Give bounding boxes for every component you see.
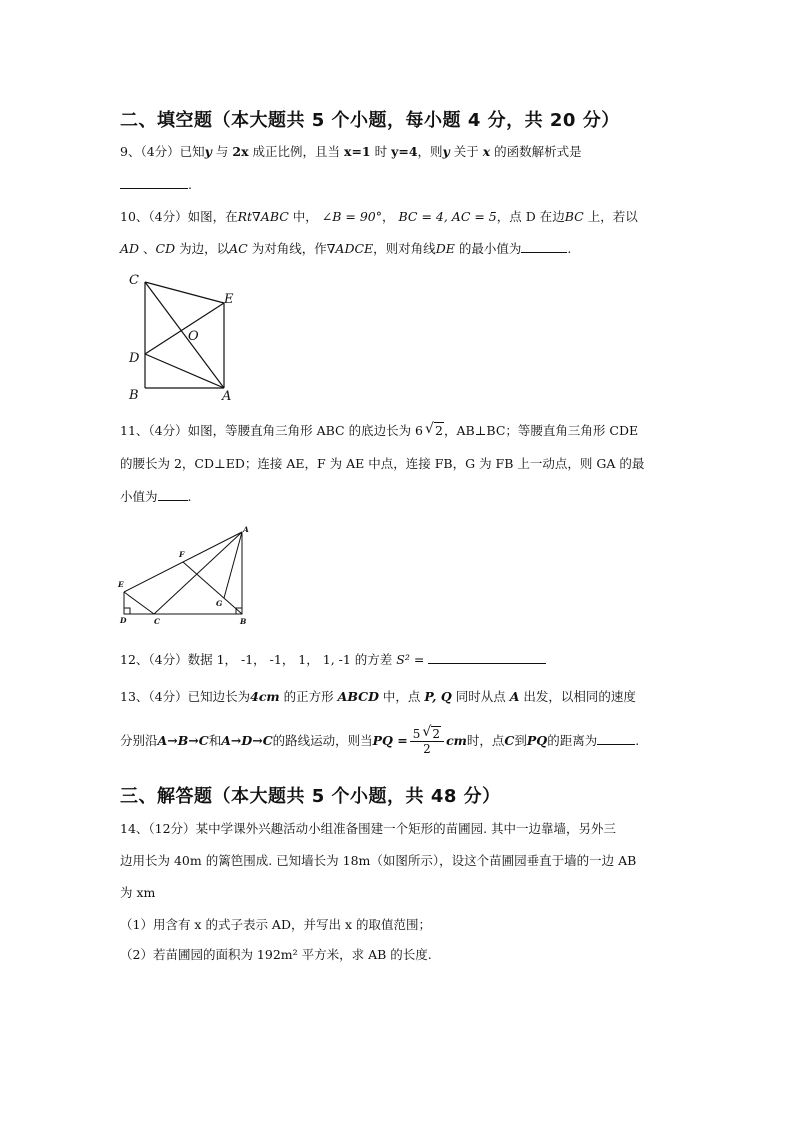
q13-answer-blank[interactable] [597, 731, 635, 745]
q9-number: 9、 [120, 144, 141, 159]
sqrt-2: √ 2 [425, 421, 443, 438]
question-14-sub-1: （1）用含有 x 的式子表示 AD，并写出 x 的取值范围； [120, 917, 431, 932]
label-e: E [118, 580, 124, 589]
q10-figure [120, 268, 250, 404]
label-d: D [120, 616, 127, 625]
q13-number: 13、 [120, 689, 149, 704]
question-10-line-1: 10、（4分）如图，在Rt∇ABC 中， ∠B = 90°， BC = 4, AC = 5，点 D 在边BC 上，若以 [120, 209, 638, 224]
label-a: A [222, 389, 232, 404]
q10-number: 10、 [120, 209, 149, 224]
q12-answer-blank[interactable] [428, 650, 546, 664]
label-b: B [240, 617, 247, 626]
q13-score: （4分） [148, 689, 188, 704]
question-13-line-2: 分别沿A→B→C和A→D→C的路线运动，则当PQ = 5 √ 2 2 cm时，点C到PQ的距离为 . [120, 724, 640, 756]
q9-score: （4分） [140, 144, 180, 159]
q11-score: （4分） [148, 423, 188, 438]
q11-number: 11、 [120, 423, 149, 438]
label-e: E [224, 292, 234, 307]
right-angle-d [124, 608, 130, 614]
question-14-line-3: 为 xm [120, 885, 156, 900]
question-10-line-2: AD 、CD 为边，以AC 为对角线，作∇ADCE，则对角线DE 的最小值为 . [120, 241, 572, 256]
q9-answer-line: . [120, 175, 192, 194]
question-14-line-1: 14、（12分）某中学课外兴趣活动小组准备围建一个矩形的苗圃园. 其中一边靠墙，另外三 [120, 821, 617, 836]
label-a: A [243, 525, 249, 534]
segment-da [145, 354, 224, 388]
q12-number: 12、 [120, 652, 149, 667]
q14-number: 14、 [120, 821, 149, 836]
label-g: G [216, 599, 223, 608]
question-9: 9、（4分）已知y 与 2x 成正比例，且当 x=1 时 y=4，则y 关于 x 的函数解析式是 [120, 144, 582, 159]
label-f: F [179, 550, 185, 559]
q12-score: （4分） [148, 652, 188, 667]
question-14-line-2: 边用长为 40m 的篱笆围成. 已知墙长为 18m（如图所示），设这个苗圃园垂直于墙的一边 AB [120, 853, 637, 868]
segment-fb [183, 562, 242, 614]
section-heading-fill-blank: 二、填空题（本大题共 5 个小题，每小题 4 分，共 20 分） [120, 110, 620, 131]
question-11-line-1: 11、（4分）如图，等腰直角三角形 ABC 的底边长为 6 √ 2，AB⊥BC；等腰直角三角形 CDE [120, 421, 639, 438]
fraction-5-root2-over-2: 5 √ 2 2 [410, 727, 444, 756]
segment-ce [145, 282, 224, 303]
label-c: C [129, 273, 139, 288]
segment-ec [124, 592, 154, 614]
question-14-sub-2: （2）若苗圃园的面积为 192m² 平方米，求 AB 的长度. [120, 947, 432, 962]
segment-de [145, 303, 224, 354]
section-heading-solve: 三、解答题（本大题共 5 个小题，共 48 分） [120, 786, 501, 807]
label-o: O [188, 329, 199, 344]
q11-figure [116, 524, 252, 628]
question-11-line-2: 的腰长为 2，CD⊥ED；连接 AE，F 为 AE 中点，连接 FB，G 为 FB 上一动点，则 GA 的最 [120, 456, 645, 471]
question-12: 12、（4分）数据 1， -1， -1， 1， 1, -1 的方差 S² = [120, 650, 546, 669]
label-b: B [129, 388, 139, 403]
q9-answer-blank[interactable] [120, 175, 188, 189]
q14-score: （12分） [148, 821, 196, 836]
question-13-line-1: 13、（4分）已知边长为4cm 的正方形 ABCD 中，点 P, Q 同时从点 A 出发，以相同的速度 [120, 689, 636, 704]
label-c: C [154, 617, 160, 626]
segment-ga [224, 532, 242, 598]
question-11-line-3: 小值为 . [120, 489, 192, 504]
label-d: D [129, 351, 140, 366]
q10-answer-blank[interactable] [521, 239, 567, 253]
q10-score: （4分） [148, 209, 188, 224]
segment-ca [145, 282, 224, 388]
q11-answer-blank[interactable] [158, 487, 188, 501]
